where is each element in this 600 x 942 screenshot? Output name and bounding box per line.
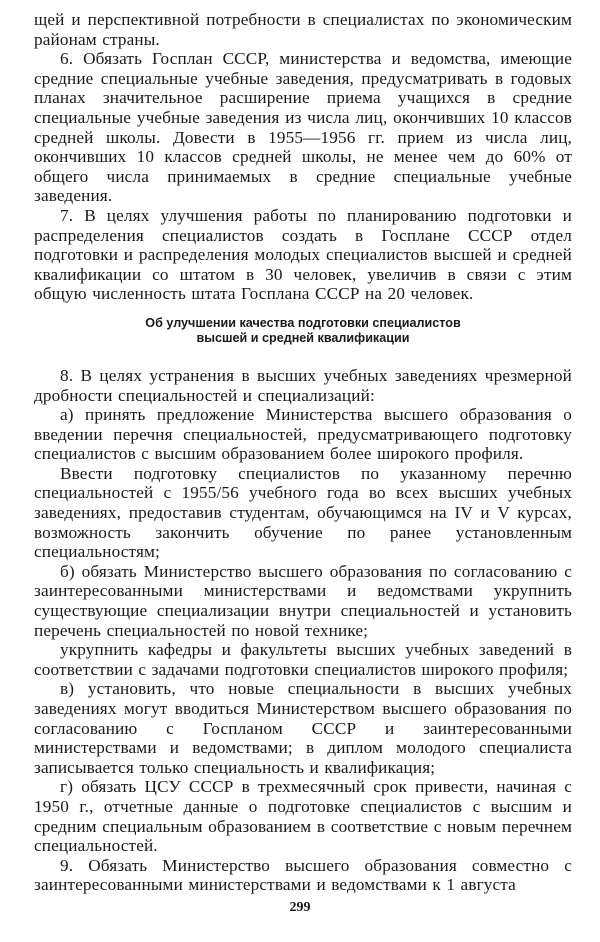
paragraph-7: 7. В целях улучшения работы по планированию подготовки и распределения специалистов создать в Госплане СССР отдел подготовки и распределения молодых специалистов высшей и средней квалификации со штатом в 30 человек, увеличив в связи с этим общую численность штата Госплана СССР на 20 человек.	[34, 205, 572, 304]
paragraph-8: 8. В целях устранения в высших учебных заведениях чрезмерной дробности специальностей и специализаций:	[34, 365, 572, 405]
paragraph-8v: в) установить, что новые специальности в высших учебных заведениях могут вводиться Министерством высшего образования по согласованию с Госпланом СССР и заинтересованными министерствами и ведомствами; в диплом молодого специалиста записывается только специальность и квалификация;	[34, 679, 572, 777]
page-body	[34, 10, 572, 895]
paragraph-8b-continued: укрупнить кафедры и факультеты высших учебных заведений в соответствии с задачами подготовки специалистов широкого профиля;	[34, 640, 572, 679]
page-number: 299	[289, 900, 311, 915]
section-heading-line-2: высшей и средней квалификации	[196, 330, 410, 345]
paragraph-8a: а) принять предложение Министерства высшего образования о введении перечня специальностей, предусматривающего подготовку специалистов с высшим образованием более широкого профиля.	[34, 405, 572, 464]
paragraph-continuation: щей и перспективной потребности в специалистах по экономическим районам страны.	[34, 10, 572, 49]
paragraph-8a-continued: Ввести подготовку специалистов по указанному перечню специальностей с 1955/56 учебного года во всех высших учебных заведениях, предоставив студентам, обучающимся на IV и V курсах, возможность закончить обучение по ранее установленным специальностям;	[34, 463, 572, 562]
paragraph-8b: б) обязать Министерство высшего образования по согласованию с заинтересованными министерствами и ведомствами укрупнить существующие специализации внутри специальностей и установить перечень специальностей по новой технике;	[34, 561, 572, 640]
paragraph-9: 9. Обязать Министерство высшего образования совместно с заинтересованными министерствами и ведомствами к 1 августа	[34, 855, 572, 895]
paragraph-6: 6. Обязать Госплан СССР, министерства и ведомства, имеющие средние специальные учебные заведения, предусматривать в годовых планах значительное расширение приема учащихся в средние специальные учебные заведения из числа лиц, окончивших 10 классов средней школы. Довести в 1955—1956 гг. прием из числа лиц, окончивших 10 классов средней школы, не менее чем до 60% от общего числа принимаемых в средние специальные учебные заведения.	[34, 49, 572, 206]
section-heading	[34, 316, 572, 346]
paragraph-8g: г) обязать ЦСУ СССР в трехмесячный срок привести, начиная с 1950 г., отчетные данные о подготовке специалистов с высшим и средним специальным образованием в соответствие с новым перечнем специальностей.	[34, 777, 572, 856]
section-heading-line-1: Об улучшении качества подготовки специалистов	[145, 315, 461, 330]
